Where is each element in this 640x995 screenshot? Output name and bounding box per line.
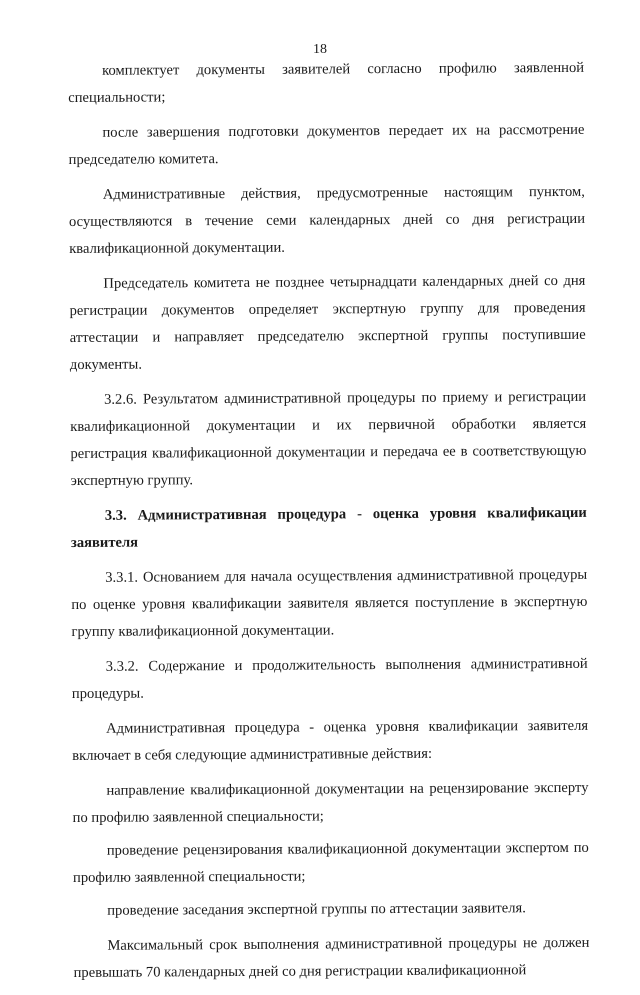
list-item: направление квалификационной документации на рецензирование эксперту по профилю заявленной специальности; (72, 779, 589, 826)
paragraph: Председатель комитета не позднее четырнадцати календарных дней со дня регистрации документов определяет экспертную группу для проведения аттестации и направляет председателю экспертной группы поступившие документы. (69, 272, 586, 373)
paragraph: 3.3.1. Основанием для начала осуществления административной процедуры по оценке уровня квалификации заявителя является поступление в экспертную группу квалификационной документации. (71, 566, 588, 640)
paragraph: 3.2.6. Результатом административной процедуры по приему и регистрации квалификационной документации и их первичной обработки является регистрация квалификационной документации и передача ее в соответствующую экспертную группу. (70, 388, 587, 489)
section-heading: 3.3. Административная процедура - оценка уровня квалификации заявителя (70, 504, 587, 551)
list-item: проведение заседания экспертной группы по аттестации заявителя. (107, 900, 526, 919)
page-number: 18 (313, 42, 327, 57)
paragraph: Максимальный срок выполнения административной процедуры не должен превышать 70 календарных дней со дня регистрации квалификационной (73, 934, 590, 981)
paragraph: комплектует документы заявителей согласно профилю заявленной специальности; (68, 59, 585, 106)
paragraph: после завершения подготовки документов передает их на рассмотрение председателю комитета. (68, 121, 585, 168)
paragraph: 3.3.2. Содержание и продолжительность выполнения административной процедуры. (71, 655, 588, 702)
list-item: проведение рецензирования квалификационной документации экспертом по профилю заявленной специальности; (72, 839, 589, 886)
document-body (68, 55, 590, 995)
paragraph: Административная процедура - оценка уровня квалификации заявителя включает в себя следующие административные действия: (72, 717, 589, 764)
paragraph: Административные действия, предусмотренные настоящим пунктом, осуществляются в течение семи календарных дней со дня регистрации квалификационной документации. (68, 183, 586, 257)
